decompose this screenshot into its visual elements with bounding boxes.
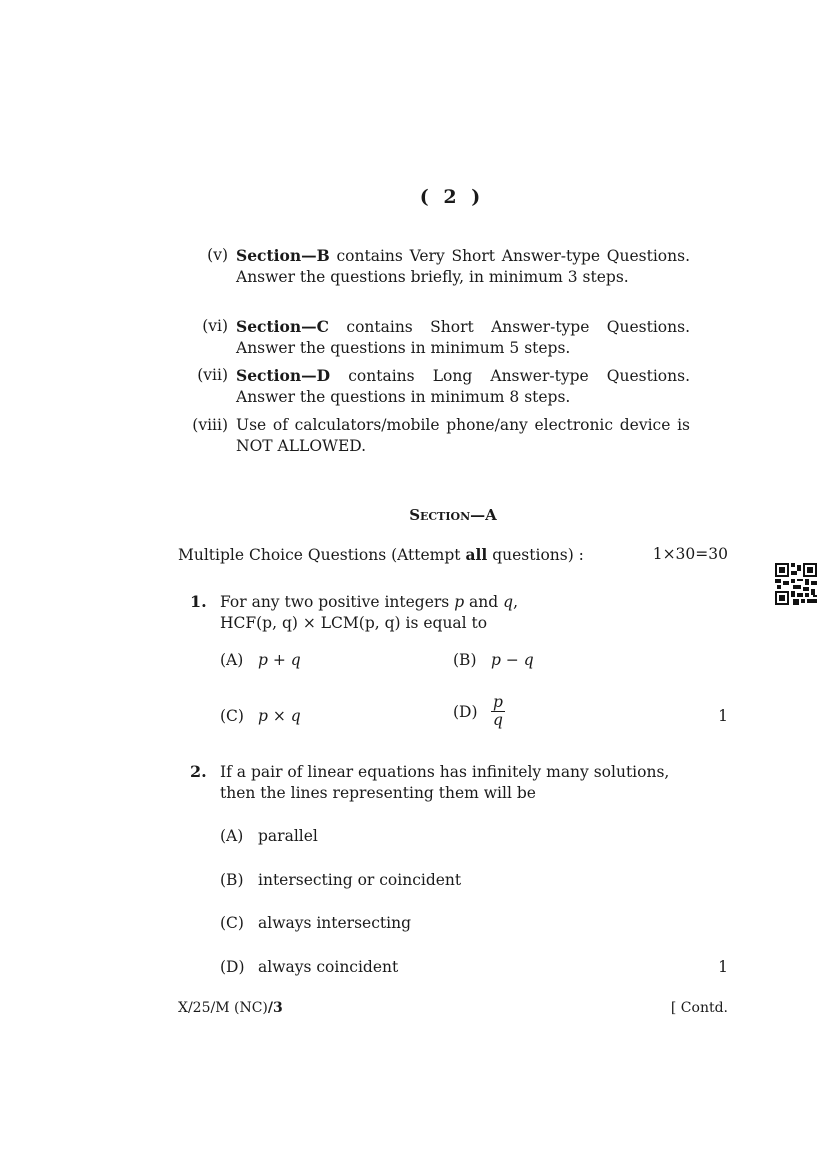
qr-code-icon [775,563,817,605]
option-b: (B) p − q [453,651,534,669]
fraction: $\frac{p}{q}$ [493,693,503,729]
instruction-item [190,245,690,288]
instruction-text: contains Very Short Answer-type Questions. Answer the questions briefly, in minimum 3 steps. [236,247,690,286]
option-c: (C) p × q [220,707,301,725]
continued-note: [ Contd. [670,1000,728,1016]
instruction-section: Section—B [236,246,330,265]
instruction-item [190,365,690,408]
question-text: If a pair of linear equations has infinitely many solutions, then the lines representing them will be [220,763,670,802]
instruction-number: (vi) [202,317,228,335]
instruction-text: Use of calculators/mobile phone/any electronic device is NOT ALLOWED. [236,416,690,455]
instruction-text: contains Short Answer-type Questions. Answer the questions in minimum 5 steps. [236,318,690,357]
question-text: For any two positive integers p and q, HCF(p, q) × LCM(p, q) is equal to [220,593,518,632]
question-number: 1. [190,592,207,611]
mcq-instruction: Multiple Choice Questions (Attempt all questions) : [178,545,584,564]
option-d: (D) always coincident [220,958,399,976]
option-d: (D) $\frac{p}{q}$ [453,693,503,729]
instruction-number: (v) [207,246,228,264]
section-marks: 1×30=30 [652,545,728,563]
option-a: (A) p + q [220,651,301,669]
instruction-number: (viii) [192,416,228,434]
paper-code: X/25/M (NC)/3 [178,1000,283,1016]
section-a-title: Section—A [409,506,497,524]
option-a: (A) parallel [220,827,318,845]
question-mark: 1 [718,958,728,976]
option-b: (B) intersecting or coincident [220,871,462,889]
instruction-section: Section—C [236,317,329,336]
option-c: (C) always intersecting [220,914,411,932]
instruction-item [190,415,690,457]
instruction-text: contains Long Answer-type Questions. Answer the questions in minimum 8 steps. [236,367,690,406]
question-mark: 1 [718,707,728,725]
question-number: 2. [190,762,207,781]
page-number: ( 2 ) [419,186,485,208]
instruction-item [190,316,690,359]
instruction-section: Section—D [236,366,331,385]
instruction-number: (vii) [197,366,228,384]
